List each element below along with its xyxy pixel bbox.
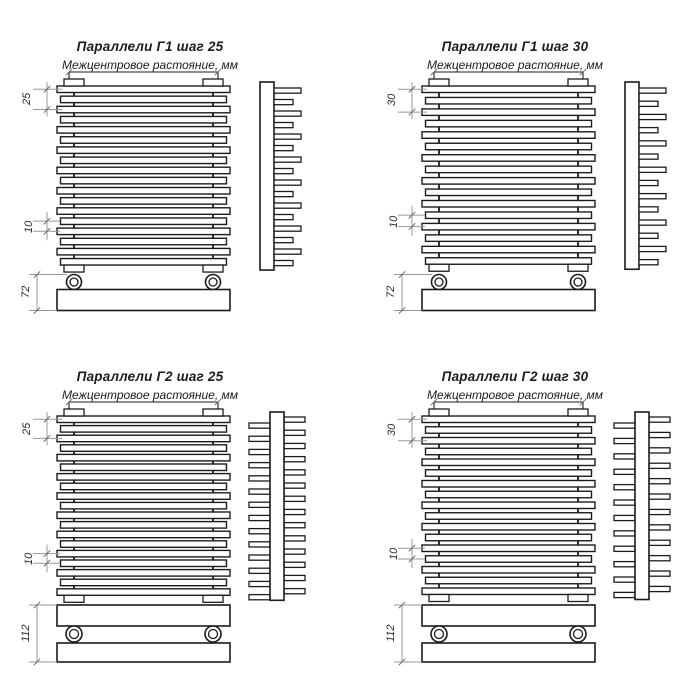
dimension-step: 25	[21, 422, 33, 436]
center-distance-label: Межцентровое растояние, мм	[427, 58, 603, 72]
radiator-drawing-g2-25	[20, 363, 350, 685]
radiator-drawing-g1-30	[385, 33, 700, 355]
drawing-title: Параллели Г2 шаг 25	[76, 369, 224, 384]
radiator-drawing-g1-25	[20, 33, 350, 355]
radiator-drawing-g2-30	[385, 363, 700, 685]
quadrant-g2-step30	[385, 363, 700, 685]
quadrant-g1-step30	[385, 33, 700, 355]
drawing-title: Параллели Г1 шаг 30	[441, 39, 589, 54]
dimension-gap: 10	[23, 220, 35, 234]
center-distance-label: Межцентровое растояние, мм	[427, 388, 603, 402]
quadrant-g1-step25	[20, 33, 350, 355]
center-distance-label: Межцентровое растояние, мм	[62, 58, 238, 72]
dimension-gap: 10	[23, 552, 35, 566]
dimension-depth: 72	[20, 285, 32, 299]
dimension-depth: 72	[385, 285, 397, 299]
quadrant-g2-step25	[20, 363, 350, 685]
center-distance-label: Межцентровое растояние, мм	[62, 388, 238, 402]
dimension-step: 30	[386, 93, 398, 107]
dimension-step: 25	[21, 92, 33, 106]
drawing-title: Параллели Г1 шаг 25	[76, 39, 224, 54]
dimension-gap: 10	[388, 215, 400, 229]
dimension-gap: 10	[388, 547, 400, 561]
drawing-title: Параллели Г2 шаг 30	[441, 369, 589, 384]
dimension-depth: 112	[20, 624, 32, 642]
dimension-depth: 112	[385, 624, 397, 642]
dimension-step: 30	[386, 423, 398, 437]
